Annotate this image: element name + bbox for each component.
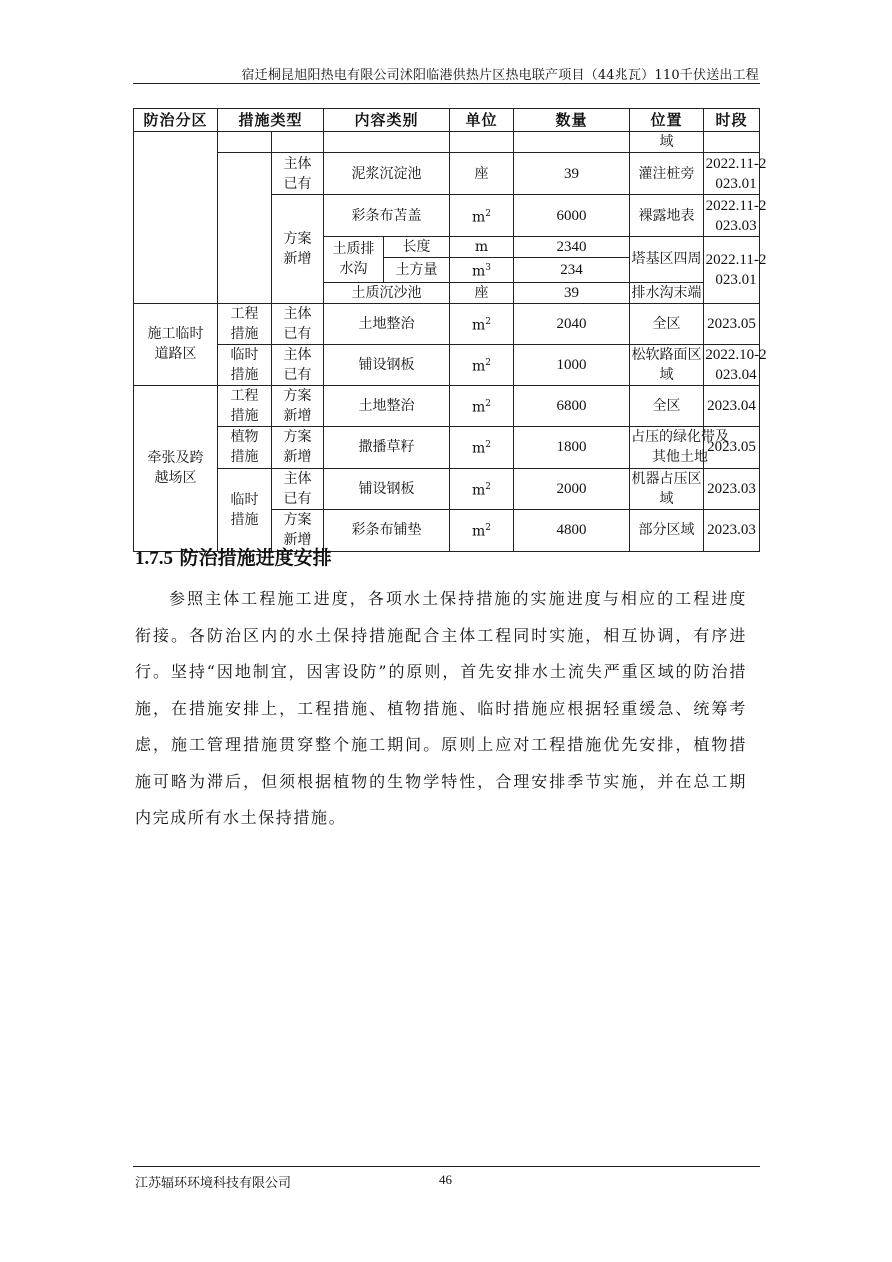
body-paragraph: 参照主体工程施工进度，各项水土保持措施的实施进度与相应的工程进度衔接。各防治区内的水土保持措施配合主体工程同时实施，相互协调，有序进行。坚持“因地制宜，因害设防”的原则，首先安排水土流失严重区域的防治措施，在措施安排上，工程措施、植物措施、临时措施应根据轻重缓急、统筹考虑，施工管理措施贯穿整个施工期间。原则上应对工程措施优先安排，植物措施可略为滞后，但须根据植物的生物学特性，合理安排季节实施，并在总工期内完成所有水土保持措施。 [135,589,747,827]
table-row [134,468,760,509]
cell-empty [324,132,450,153]
type-text: 工程措施 [230,387,259,424]
subtype-text: 主体已有 [283,305,312,342]
header-rule [133,83,760,84]
content-cell: 土地整治 [324,303,450,344]
type-text: 临时措施 [230,491,259,528]
qty-cell: 4800 [514,509,630,551]
unit-cell: $m^2$ [450,426,514,468]
period-cell: 2023.03 [704,468,760,509]
subtype-text: 方案新增 [283,429,312,466]
table-row [134,344,760,385]
type-cell [218,303,272,344]
location-cell: 灌注桩旁 [630,153,704,195]
content-cell: 铺设钢板 [324,468,450,509]
period-text: 2022.11-2023.03 [705,197,767,234]
content-sub-cell: 土方量 [384,258,450,283]
unit-cell: $m^2$ [450,509,514,551]
zone-cell [134,385,218,551]
unit-cell: 座 [450,153,514,195]
qty-cell: 1800 [514,426,630,468]
location-cell: 裸露地表 [630,195,704,237]
qty-cell: 234 [514,258,630,283]
type-cell [218,426,272,468]
type-cell [218,385,272,426]
content-cell: 彩条布苫盖 [324,195,450,237]
type-text: 植物措施 [230,429,259,466]
col-header-content: 内容类别 [324,109,450,132]
location-cell: 全区 [630,303,704,344]
location-cell: 机器占压区域 [630,468,704,509]
footer-rule [133,1166,760,1167]
running-header: 宿迁桐昆旭阳热电有限公司沭阳临港供热片区热电联产项目（44兆瓦）110千伏送出工程 [241,68,759,83]
col-header-zone: 防治分区 [134,109,218,132]
unit-cell: 座 [450,282,514,303]
content-cell: 土质沉沙池 [324,282,450,303]
location-cell: 松软路面区域 [630,344,704,385]
col-header-type: 措施类型 [218,109,324,132]
table-row [134,385,760,426]
subtype-text: 主体已有 [283,470,312,507]
qty-cell: 2000 [514,468,630,509]
table-row [134,303,760,344]
zone-cell-continued [134,132,218,304]
cell-empty [704,132,760,153]
qty-cell: 2340 [514,237,630,258]
period-cell [704,344,767,385]
table-header-row [134,109,760,132]
location-cell: 排水沟末端 [630,282,704,303]
location-cell [630,426,730,468]
section-heading [135,543,332,570]
location-cell: 部分区域 [630,509,704,551]
measures-table [133,108,767,552]
subtype-text: 方案新增 [283,512,312,549]
table-row [134,153,760,195]
location-cell: 塔基区四周 [630,237,704,283]
qty-cell: 2040 [514,303,630,344]
period-cell: 2023.05 [704,426,760,468]
qty-cell: 6000 [514,195,630,237]
cell-empty [450,132,514,153]
type-cell [218,344,272,385]
location-cell: 全区 [630,385,704,426]
table-row [134,426,760,468]
location-cell: 域 [630,132,704,153]
subtype-cell [272,426,324,468]
subtype-text: 主体已有 [283,346,312,383]
content-cell [324,237,384,283]
subtype-cell [272,385,324,426]
period-cell [704,153,767,195]
zone-text: 牵张及跨越场区 [147,450,204,487]
subtype-cell [272,344,324,385]
zone-text: 施工临时道路区 [147,326,204,363]
period-text: 2022.11-2023.01 [705,251,767,288]
qty-cell: 6800 [514,385,630,426]
unit-cell: m [450,237,514,258]
qty-cell: 39 [514,282,630,303]
content-cell: 彩条布铺垫 [324,509,450,551]
subtype-cell [272,195,324,304]
unit-cell: $m^2$ [450,468,514,509]
period-cell: 2023.03 [704,509,760,551]
content-cell: 泥浆沉淀池 [324,153,450,195]
period-text: 2022.10-2023.04 [705,346,767,383]
subtype-cell [272,153,324,195]
col-header-location: 位置 [630,109,704,132]
type-text: 工程措施 [230,305,259,342]
cell-empty [272,132,324,153]
period-cell [704,237,767,304]
content-cell: 撒播草籽 [324,426,450,468]
subtype-text: 主体已有 [283,155,312,192]
section-number: 1.7.5 [135,548,173,569]
content-sub-cell: 长度 [384,237,450,258]
unit-cell: $m^2$ [450,344,514,385]
qty-cell: 1000 [514,344,630,385]
col-header-period: 时段 [704,109,760,132]
unit-cell: $m^3$ [450,258,514,283]
unit-cell: $m^2$ [450,385,514,426]
period-cell: 2023.04 [704,385,760,426]
content-text: 土质排水沟 [332,241,375,278]
col-header-qty: 数量 [514,109,630,132]
cell-empty [218,132,272,153]
content-cell: 铺设钢板 [324,344,450,385]
unit-cell: $m^2$ [450,303,514,344]
type-text: 临时措施 [230,346,259,383]
col-header-unit: 单位 [450,109,514,132]
footer-company: 江苏辐环环境科技有限公司 [135,1176,292,1191]
table-row [134,132,760,153]
content-cell: 土地整治 [324,385,450,426]
subtype-text: 方案新增 [283,387,312,424]
qty-cell: 39 [514,153,630,195]
subtype-cell [272,468,324,509]
period-cell [704,195,767,237]
section-title: 防治措施进度安排 [179,547,332,569]
subtype-cell [272,303,324,344]
type-cell [218,468,272,551]
subtype-text: 方案新增 [283,230,312,267]
period-text: 2022.11-2023.01 [705,155,767,192]
unit-cell: $m^2$ [450,195,514,237]
cell-empty [514,132,630,153]
page-number: 46 [439,1172,452,1187]
location-text: 占压的绿化带及其他土地 [631,429,730,466]
zone-cell [134,303,218,385]
cell-empty [218,153,272,304]
period-cell: 2023.05 [704,303,760,344]
